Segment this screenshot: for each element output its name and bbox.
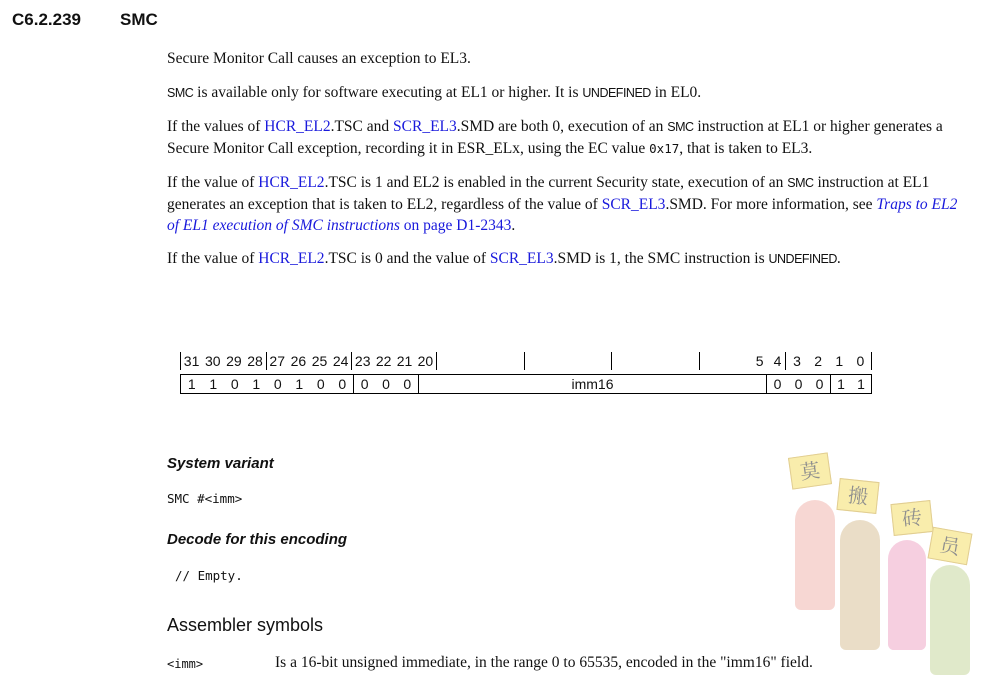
text: . xyxy=(836,250,841,267)
paragraph-3 xyxy=(167,116,967,159)
bit-header-group xyxy=(351,352,437,370)
text: instruction at EL1 or higher generates a Secure Monitor Call exception, recording it in ESR_ELx, using the EC value xyxy=(167,118,943,157)
paragraph-2 xyxy=(167,82,967,104)
character-figure xyxy=(840,520,880,650)
bit-header-group xyxy=(180,352,266,370)
undefined-term: UNDEFINED xyxy=(582,86,651,100)
bit-number: 22 xyxy=(375,353,392,369)
link-scr-el3[interactable]: SCR_EL3 xyxy=(489,250,554,267)
encoding-diagram xyxy=(180,352,872,394)
text: is available only for software executing at EL1 or higher. It is xyxy=(193,84,583,101)
bit-number: 30 xyxy=(204,353,221,369)
link-scr-el3[interactable]: SCR_EL3 xyxy=(393,118,457,135)
bit-value: 0 xyxy=(403,376,412,392)
bit-value: 1 xyxy=(187,376,196,392)
link-hcr-el2[interactable]: HCR_EL2 xyxy=(264,118,331,135)
bit-number: 2 xyxy=(814,353,823,369)
bit-value: 0 xyxy=(273,376,282,392)
tick xyxy=(437,352,525,370)
bit-header-group xyxy=(785,352,872,370)
link-hcr-el2[interactable]: HCR_EL2 xyxy=(258,250,325,267)
text: .TSC is 1 and EL2 is enabled in the current Security state, execution of an xyxy=(324,174,788,191)
text: instruction at EL1 generates an exception that is taken to EL2, regardless of the value of xyxy=(167,174,930,213)
bit-number: 1 xyxy=(835,353,844,369)
character-figure xyxy=(888,540,926,650)
watermark-illustration xyxy=(780,440,990,680)
section-heading xyxy=(12,10,158,30)
paragraph-1: Secure Monitor Call causes an exception to EL3. xyxy=(167,50,471,67)
syntax: SMC #<imm> xyxy=(167,491,243,506)
link-traps-section[interactable]: Traps to EL2 of EL1 execution of SMC instructions xyxy=(167,196,958,234)
character-figure xyxy=(930,565,970,675)
text: If the value of xyxy=(167,250,259,267)
field-op2 xyxy=(766,375,830,393)
paragraph-5 xyxy=(167,248,967,270)
bit-number: 28 xyxy=(247,353,263,369)
bit-number: 24 xyxy=(332,353,349,369)
bit-number: 0 xyxy=(856,353,865,369)
section-number: C6.2.239 xyxy=(12,10,81,29)
code-term: 0x17 xyxy=(649,141,680,156)
bit-header-group xyxy=(266,352,352,370)
link-page-ref[interactable]: on page D1-2343 xyxy=(399,217,512,234)
text: in EL0. xyxy=(650,84,702,101)
field-ll xyxy=(830,375,871,393)
code-term: SMC xyxy=(167,86,194,100)
text: .SMD is 1, the SMC instruction is xyxy=(553,250,769,267)
bit-number: 25 xyxy=(311,353,328,369)
assembler-symbols-heading: Assembler symbols xyxy=(167,615,324,635)
bit-number: 21 xyxy=(396,353,413,369)
watermark-sign: 搬 xyxy=(836,478,879,514)
bit-value: 0 xyxy=(338,376,347,392)
bit-number: 26 xyxy=(290,353,307,369)
watermark-sign: 员 xyxy=(928,527,973,565)
decode-heading: Decode for this encoding xyxy=(167,531,348,548)
bit-value: 0 xyxy=(773,376,782,392)
field-opc xyxy=(353,375,418,393)
system-variant-heading: System variant xyxy=(167,455,274,472)
field-label: imm16 xyxy=(571,376,614,392)
bit-number: 5 xyxy=(755,353,764,369)
field-imm16 xyxy=(418,375,766,393)
bit-number: 29 xyxy=(226,353,242,369)
text: , that is taken to EL3. xyxy=(679,140,813,157)
bit-header-group xyxy=(700,352,786,370)
symbol-name: <imm> xyxy=(167,657,204,671)
bit-value: 0 xyxy=(360,376,369,392)
tick xyxy=(612,352,700,370)
text: .SMD are both 0, execution of an xyxy=(456,118,668,135)
bit-number: 4 xyxy=(773,353,782,369)
symbol-description: Is a 16-bit unsigned immediate, in the range 0 to 65535, encoded in the "imm16" field. xyxy=(275,654,813,671)
bit-number: 3 xyxy=(793,353,801,369)
watermark-sign: 莫 xyxy=(788,452,832,489)
code-term: SMC xyxy=(787,176,814,190)
bit-value: 0 xyxy=(815,376,824,392)
link-hcr-el2[interactable]: HCR_EL2 xyxy=(258,174,325,191)
bit-value: 0 xyxy=(316,376,325,392)
text: .SMD. For more information, see xyxy=(665,196,877,213)
bit-value: 1 xyxy=(295,376,304,392)
decode-code: // Empty. xyxy=(175,568,243,583)
text: .TSC and xyxy=(330,118,394,135)
paragraph-4 xyxy=(167,172,967,236)
watermark-sign: 砖 xyxy=(890,500,933,536)
bit-number: 31 xyxy=(183,353,200,369)
bit-value: 0 xyxy=(794,376,803,392)
bit-value: 1 xyxy=(857,376,865,392)
link-scr-el3[interactable]: SCR_EL3 xyxy=(601,196,666,213)
bit-number: 27 xyxy=(269,353,285,369)
bit-number: 23 xyxy=(354,353,371,369)
bit-value: 0 xyxy=(230,376,239,392)
bit-value: 1 xyxy=(252,376,261,392)
code-term: SMC xyxy=(667,120,694,134)
character-figure xyxy=(795,500,835,610)
text: .TSC is 0 and the value of xyxy=(324,250,490,267)
field-opcode xyxy=(181,375,353,393)
text: If the value of xyxy=(167,174,259,191)
encoding-row xyxy=(180,374,872,394)
bit-value: 0 xyxy=(382,376,390,392)
bit-numbers xyxy=(180,352,872,370)
undefined-term: UNDEFINED xyxy=(768,252,837,266)
text: If the values of xyxy=(167,118,265,135)
text: . xyxy=(511,217,516,234)
tick xyxy=(525,352,613,370)
bit-value: 1 xyxy=(209,376,218,392)
bit-value: 1 xyxy=(837,376,845,392)
instruction-title: SMC xyxy=(120,10,158,29)
bit-number: 20 xyxy=(417,353,434,369)
